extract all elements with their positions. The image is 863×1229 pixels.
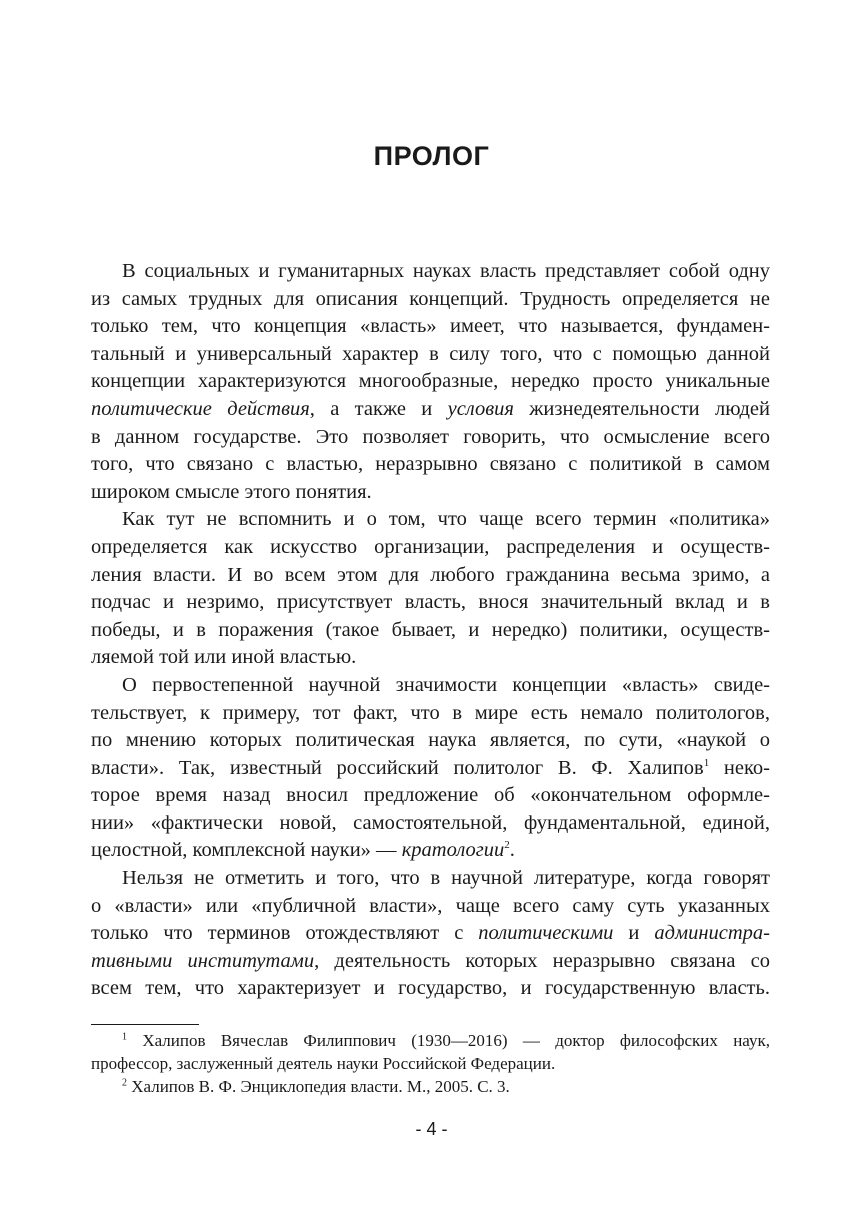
italic-term: кратологии — [401, 839, 505, 862]
text-line: тельствует, к примеру, тот факт, что в мире есть немало политологов, — [91, 701, 770, 724]
text-line: о «власти» или «публичной власти», чаще всего саму суть указанных — [91, 894, 770, 917]
paragraph-3 — [91, 672, 770, 865]
text-line: Нельзя не отметить и того, что в научной литературе, когда говорят — [122, 867, 770, 890]
text-line: в данном государстве. Это позволяет говорить, что осмысление всего — [91, 425, 770, 448]
footnote-ref: 1 — [703, 756, 710, 769]
footnotes — [91, 1029, 770, 1098]
text-line: определяется как искусство организации, распределения и осуществ- — [91, 535, 770, 558]
text-line: по мнению которых политическая наука является, по сути, «наукой о — [91, 729, 770, 752]
text-line: тивными институтами, деятельность которых неразрывно связана со — [91, 949, 770, 972]
text-line: тальный и универсальный характер в силу того, что с помощью данной — [91, 342, 770, 365]
italic-term: тивными институтами — [91, 949, 315, 972]
text-line: власти». Так, известный российский политолог В. Ф. Халипов$^1$ неко- — [91, 756, 770, 779]
footnote-1-continuation: профессор, заслуженный деятель науки Российской Федерации. — [91, 1054, 556, 1073]
footnote-2: $^2$ Халипов В. Ф. Энциклопедия власти. М., 2005. С. 3. — [122, 1077, 510, 1096]
text-line: Как тут не вспомнить и о том, что чаще всего термин «политика» — [122, 508, 770, 531]
page-number: - 4 - — [415, 1119, 448, 1139]
text-line: подчас и незримо, присутствует власть, внося значительный вклад и в — [91, 591, 770, 614]
paragraph-2 — [91, 506, 770, 672]
text-line: концепции характеризуются многообразные, нередко просто уникальные — [91, 370, 770, 393]
main-text — [91, 258, 770, 1003]
text-line: только что терминов отождествляют с политическими и администра- — [91, 922, 770, 945]
footnote-mark: 1 — [122, 1031, 127, 1043]
text-line: широком смысле этого понятия. — [91, 480, 372, 503]
text-line: того, что связано с властью, неразрывно связано с политикой в самом — [91, 453, 770, 476]
footnote-mark: 2 — [122, 1077, 127, 1089]
text-line: только тем, что концепция «власть» имеет, что называется, фундамен- — [91, 315, 770, 338]
italic-term: администра- — [654, 922, 770, 945]
page-title: ПРОЛОГ — [373, 141, 490, 171]
footnote-divider — [91, 1024, 199, 1025]
text-line: ляемой той или иной властью. — [91, 646, 357, 669]
text-line: нии» «фактически новой, самостоятельной, фундаментальной, единой, — [91, 811, 770, 834]
text-line: политические действия, а также и условия жизнедеятельности людей — [91, 397, 770, 420]
italic-term: политическими — [478, 922, 614, 945]
paragraph-1 — [91, 258, 770, 506]
text-line: торое время назад вносил предложение об «окончательном оформле- — [91, 784, 770, 807]
text-line: всем тем, что характеризует и государство, и государственную власть. — [91, 977, 770, 1000]
text-line: из самых трудных для описания концепций. Трудность определяется не — [91, 287, 770, 310]
text-line: ления власти. И во всем этом для любого гражданина весьма зримо, а — [91, 563, 770, 586]
italic-term: политические действия — [91, 397, 310, 420]
text-line: целостной, комплексной науки» — кратологии$^2$. — [91, 839, 515, 862]
text-line: О первостепенной научной значимости концепции «власть» свиде- — [122, 673, 770, 696]
text-line: победы, и в поражения (такое бывает, и нередко) политики, осуществ- — [91, 618, 770, 641]
text-line: В социальных и гуманитарных науках власть представляет собой одну — [122, 260, 770, 282]
paragraph-4 — [91, 865, 770, 1003]
footnote-1: $^1$ Халипов Вячеслав Филиппович (1930—2016) — доктор философских наук, — [122, 1031, 770, 1050]
footnote-ref: 2 — [504, 839, 510, 852]
italic-term: условия — [447, 397, 514, 420]
